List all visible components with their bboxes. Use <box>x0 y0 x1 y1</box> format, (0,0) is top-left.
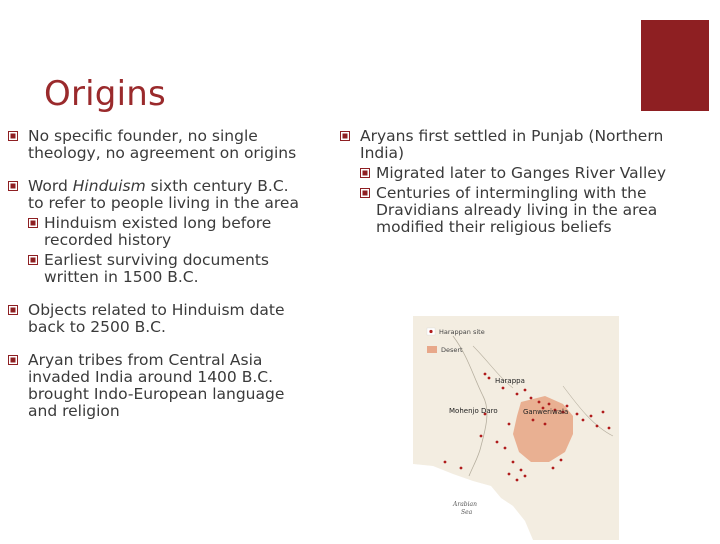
sub-bullet-text: Hinduism existed long before recorded history <box>44 214 272 249</box>
square-bullet-icon <box>28 255 38 265</box>
map-label-harappa: Harappa <box>495 377 525 385</box>
square-bullet-icon <box>360 168 370 178</box>
map-svg <box>413 316 619 540</box>
sub-bullet-text: Centuries of intermingling with the Dravidians already living in the area modified their religious beliefs <box>376 184 658 236</box>
harappan-site-legend-icon <box>429 330 432 333</box>
accent-bar <box>641 20 709 111</box>
map-label-sea-2: Sea <box>461 509 473 516</box>
square-bullet-icon <box>8 355 18 365</box>
square-bullet-icon <box>8 181 18 191</box>
sub-bullet-text: Migrated later to Ganges River Valley <box>376 164 666 182</box>
bullet-item <box>8 128 308 162</box>
bullet-text: Aryans first settled in Punjab (Northern India) <box>360 127 664 162</box>
slide-title: Origins <box>44 74 166 114</box>
bullet-text-italic: Hinduism <box>72 177 146 195</box>
bullet-text: Aryan tribes from Central Asia invaded India around 1400 B.C. brought Indo-European language and religion <box>28 351 285 420</box>
bullet-item <box>8 178 308 286</box>
sub-bullet-item <box>360 185 670 236</box>
desert-legend-swatch <box>427 346 437 353</box>
bullet-text-start: Word <box>28 177 73 195</box>
bullet-text: Objects related to Hinduism date back to 2500 B.C. <box>28 301 285 336</box>
bullet-text-end: sixth century B.C. to refer to people living in the area <box>28 177 299 212</box>
legend-label: Harappan site <box>439 328 485 336</box>
square-bullet-icon <box>8 305 18 315</box>
harappan-sites-map <box>413 316 619 540</box>
square-bullet-icon <box>28 218 38 228</box>
legend-label: Desert <box>441 346 463 354</box>
square-bullet-icon <box>340 131 350 141</box>
sub-bullet-text: Earliest surviving documents written in 1500 B.C. <box>44 251 269 286</box>
sub-bullet-item <box>28 252 308 286</box>
desert-region <box>513 396 573 462</box>
map-label-ganweriwala: Ganweriwala <box>523 408 569 416</box>
bullet-item <box>8 352 308 420</box>
bullet-item <box>8 302 308 336</box>
square-bullet-icon <box>360 188 370 198</box>
right-column <box>340 128 670 252</box>
square-bullet-icon <box>8 131 18 141</box>
left-column <box>8 128 308 436</box>
map-label-sea-1: Arabian <box>453 501 477 508</box>
sub-bullet-item <box>360 165 670 182</box>
sub-bullet-item <box>28 215 308 249</box>
map-label-mohenjo-daro: Mohenjo Daro <box>449 407 498 415</box>
bullet-item <box>340 128 670 236</box>
bullet-text: No specific founder, no single theology, no agreement on origins <box>28 127 297 162</box>
